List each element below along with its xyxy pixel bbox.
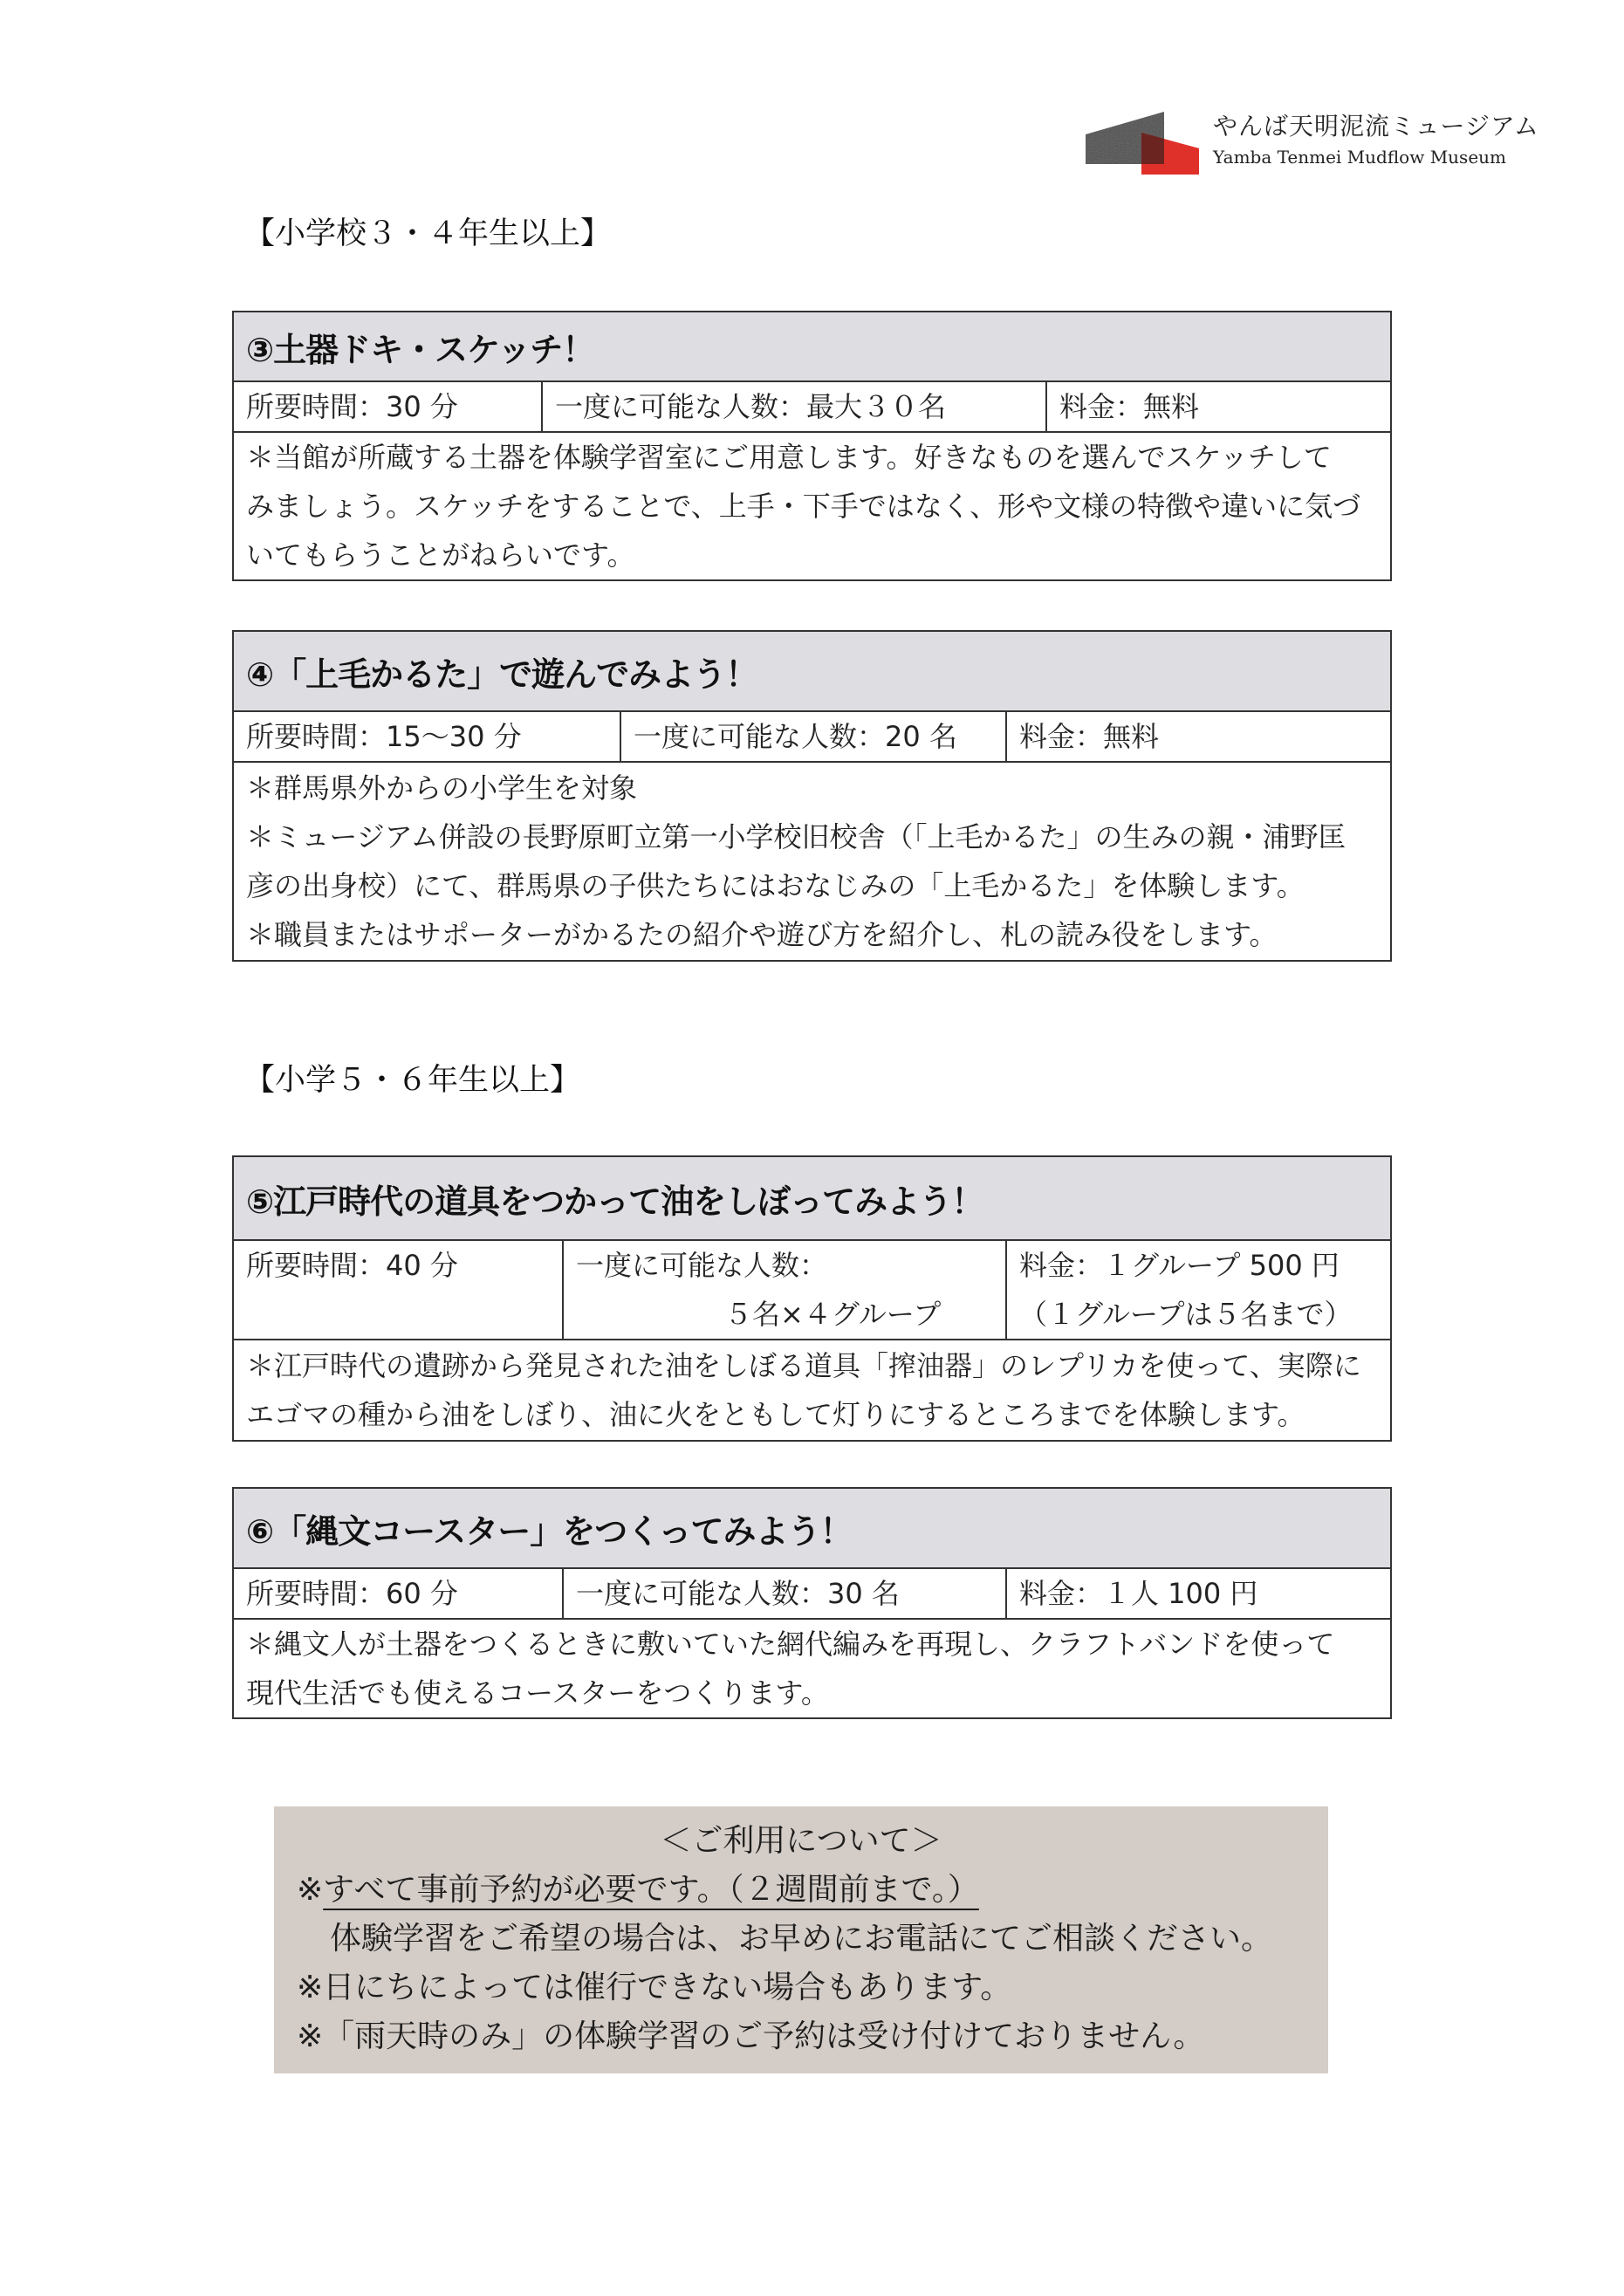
capacity-detail: ５名×４グループ xyxy=(724,1298,942,1331)
activity-table-6 xyxy=(232,1487,1392,1719)
activity-duration: 所要時間：30 分 xyxy=(233,381,542,432)
notice-underlined-text: すべて事前予約が必要です。（２週間前まで。） xyxy=(323,1872,979,1908)
activity-fee xyxy=(1006,1240,1391,1340)
notice-contact-by-phone: 体験学習をご希望の場合は、お早めにお電話にてご相談ください。 xyxy=(330,1921,1273,1957)
activity-duration: 所要時間：60 分 xyxy=(233,1568,563,1619)
activity-description xyxy=(233,432,1391,580)
activity-fee: 料金：１人 100 円 xyxy=(1006,1568,1391,1619)
activity-duration: 所要時間：15〜30 分 xyxy=(233,711,620,762)
description-line: エゴマの種から油をしぼり、油に火をともして灯りにするところまでを体験します。 xyxy=(246,1398,1305,1431)
activity-description xyxy=(233,1619,1391,1718)
museum-logo-mark-icon xyxy=(1086,112,1203,175)
museum-name-english: Yamba Tenmei Mudflow Museum xyxy=(1213,147,1507,168)
notice-may-not-run: ※日にちによっては催行できない場合もあります。 xyxy=(297,1970,1012,2005)
activity-description xyxy=(233,1340,1391,1441)
description-line: ＊当館が所蔵する土器を体験学習室にご用意します。好きなものを選んでスケッチして xyxy=(246,441,1332,474)
description-line: 彦の出身校）にて、群馬県の子供たちにはおなじみの「上毛かるた」を体験します。 xyxy=(246,869,1305,902)
activity-table-3 xyxy=(232,311,1392,581)
activity-table-5 xyxy=(232,1155,1392,1442)
description-line: みましょう。スケッチをすることで、上手・下手ではなく、形や文様の特徴や違いに気づ xyxy=(246,490,1361,523)
activity-capacity: 一度に可能な人数：最大３０名 xyxy=(542,381,1046,432)
activity-capacity: 一度に可能な人数：30 名 xyxy=(563,1568,1006,1619)
museum-name-japanese: やんば天明泥流ミュージアム xyxy=(1213,112,1539,141)
fee-line: 料金：１グループ 500 円 xyxy=(1019,1249,1340,1282)
description-line: ＊江戸時代の遺跡から発見された油をしぼる道具「搾油器」のレプリカを使って、実際に xyxy=(246,1349,1361,1382)
activity-duration: 所要時間：40 分 xyxy=(233,1240,563,1340)
activity-table-4 xyxy=(232,630,1392,962)
notice-title: ＜ご利用について＞ xyxy=(660,1823,942,1859)
activity-capacity: 一度に可能な人数：20 名 xyxy=(620,711,1006,762)
description-line: 現代生活でも使えるコースターをつくります。 xyxy=(246,1676,829,1710)
notice-bullet: ※ xyxy=(297,1872,324,1908)
museum-logo xyxy=(1086,112,1557,175)
usage-notice-box xyxy=(274,1806,1328,2073)
description-line: ＊縄文人が土器をつくるときに敷いていた網代編みを再現し、クラフトバンドを使って xyxy=(246,1628,1335,1661)
activity-title: ⑤江戸時代の道具をつかって油をしぼってみよう！ xyxy=(233,1156,1391,1240)
capacity-line: 一度に可能な人数： xyxy=(576,1249,828,1282)
section-heading-grade-5-6: 【小学５・６年生以上】 xyxy=(244,1063,581,1098)
activity-description xyxy=(233,762,1391,961)
activity-title: ③土器ドキ・スケッチ！ xyxy=(233,312,1391,381)
activity-title: ④「上毛かるた」で遊んでみよう！ xyxy=(233,631,1391,711)
activity-capacity xyxy=(563,1240,1006,1340)
section-heading-grade-3-4: 【小学校３・４年生以上】 xyxy=(244,216,612,251)
fee-detail: （１グループは５名まで） xyxy=(1019,1298,1353,1331)
activity-fee: 料金：無料 xyxy=(1046,381,1391,432)
notice-rain-only-not-accepted: ※「雨天時のみ」の体験学習のご予約は受け付けておりません。 xyxy=(297,2018,1205,2054)
activity-title: ⑥「縄文コースター」をつくってみよう！ xyxy=(233,1488,1391,1568)
activity-fee: 料金：無料 xyxy=(1006,711,1391,762)
description-line: ＊群馬県外からの小学生を対象 xyxy=(246,771,638,805)
notice-reservation-required xyxy=(274,1866,1328,1915)
description-line: ＊職員またはサポーターがかるたの紹介や遊び方を紹介し、札の読み役をします。 xyxy=(246,918,1278,951)
description-line: ＊ミュージアム併設の長野原町立第一小学校旧校舎（「上毛かるた」の生みの親・浦野匡 xyxy=(246,820,1346,853)
description-line: いてもらうことがねらいです。 xyxy=(246,538,635,572)
